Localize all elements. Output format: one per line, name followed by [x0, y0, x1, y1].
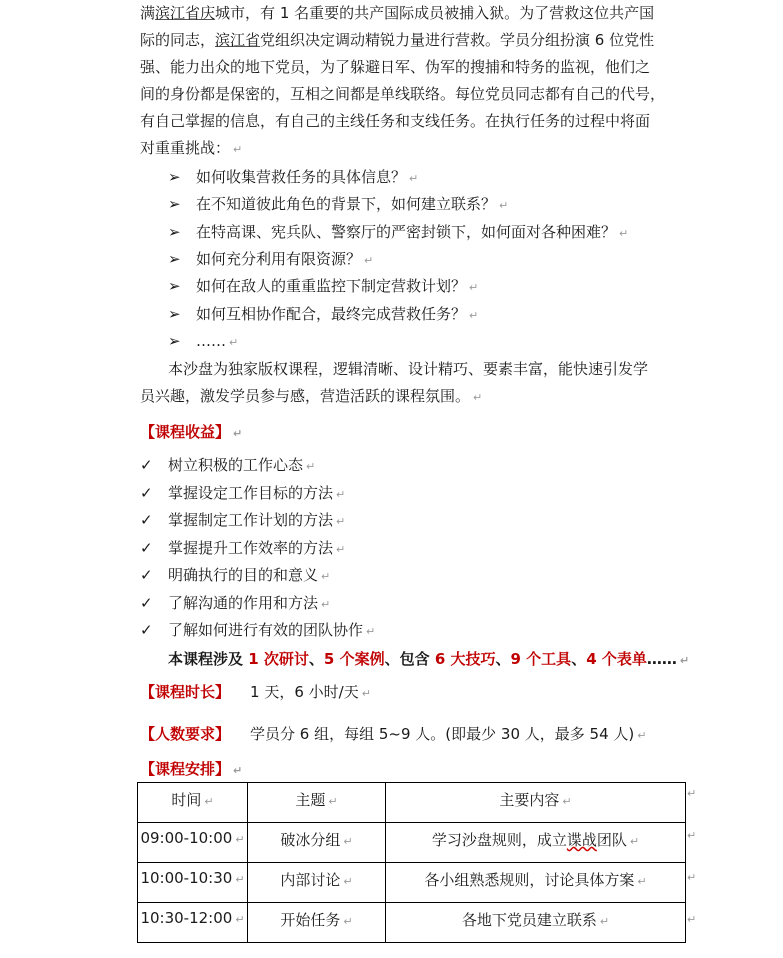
paragraph-mark: ↵ [336, 515, 346, 528]
arrow-bullet-icon: ➢ [168, 168, 181, 186]
benefit-item: ✓ 了解如何进行有效的团队协作 ↵ [140, 617, 375, 644]
paragraph-mark: ↵ [233, 764, 243, 777]
paragraph-mark: ↵ [321, 570, 331, 583]
checkmark-icon: ✓ [140, 539, 153, 557]
cell-time: 09:00-10:00 ↵ [138, 823, 248, 863]
cell-time: 10:30-12:00 ↵ [138, 903, 248, 943]
row-end-mark: ↵ [687, 913, 697, 926]
challenge-item: ➢ 在不知道彼此角色的背景下，如何建立联系？ ↵ [168, 191, 508, 218]
checkmark-icon: ✓ [140, 511, 153, 529]
benefit-item: ✓ 了解沟通的作用和方法 ↵ [140, 590, 330, 617]
intro-line-3: 强、能力出众的地下党员，为了躲避日军、伪军的搜捕和特务的监视，他们之 [140, 58, 651, 76]
paragraph-mark: ↵ [361, 687, 371, 700]
challenge-item: ➢ …… ↵ [168, 328, 238, 355]
challenge-item: ➢ 在特高课、宪兵队、警察厅的严密封锁下，如何面对各种困难？ ↵ [168, 219, 628, 246]
closing-line-1: 本沙盘为独家版权课程，逻辑清晰、设计精巧、要素丰富，能快速引发学 [168, 360, 649, 378]
intro-line-5: 有自己掌握的信息，有自己的主线任务和支线任务。在执行任务的过程中将面 [140, 112, 651, 130]
paragraph-mark: ↵ [306, 460, 316, 473]
challenge-item: ➢ 如何在敌人的重重监控下制定营救计划？ ↵ [168, 273, 478, 300]
intro-paragraph [140, 0, 688, 163]
paragraph-mark: ↵ [637, 729, 647, 742]
benefit-item: ✓ 树立积极的工作心态 ↵ [140, 452, 315, 479]
arrow-bullet-icon: ➢ [168, 195, 181, 213]
intro-line-1: 满滨江省庆城市，有 1 名重要的共产国际成员被捕入狱。为了营救这位共产国 [140, 4, 655, 22]
table-row [138, 823, 686, 863]
checkmark-icon: ✓ [140, 566, 153, 584]
challenge-item: ➢ 如何收集营救任务的具体信息？ ↵ [168, 164, 418, 191]
paragraph-mark: ↵ [336, 488, 346, 501]
cell-topic: 开始任务 ↵ [248, 903, 386, 943]
cell-content: 各小组熟悉规则，讨论具体方案 ↵ [386, 863, 686, 903]
checkmark-icon: ✓ [140, 456, 153, 474]
spellcheck-underline: 谍战 [566, 831, 597, 849]
arrow-bullet-icon: ➢ [168, 332, 181, 350]
paragraph-mark: ↵ [336, 543, 346, 556]
paragraph-mark: ↵ [364, 254, 374, 267]
schedule-heading: 【课程安排】 ↵ [140, 760, 243, 778]
challenge-item: ➢ 如何充分利用有限资源？ ↵ [168, 246, 373, 273]
checkmark-icon: ✓ [140, 594, 153, 612]
paragraph-mark: ↵ [679, 654, 690, 667]
paragraph-mark: ↵ [233, 427, 243, 440]
row-end-mark: ↵ [687, 829, 697, 842]
paragraph-mark: ↵ [366, 625, 376, 638]
paragraph-mark: ↵ [321, 598, 331, 611]
challenge-item: ➢ 如何互相协作配合，最终完成营救任务？ ↵ [168, 301, 478, 328]
closing-paragraph [140, 356, 688, 411]
cell-content: 学习沙盘规则，成立谍战团队 ↵ [386, 823, 686, 863]
row-end-mark: ↵ [687, 787, 697, 800]
intro-line-4: 间的身份都是保密的，互相之间都是单线联络。每位党员同志都有自己的代号， [140, 85, 666, 103]
paragraph-mark: ↵ [409, 172, 419, 185]
paragraph-mark: ↵ [619, 227, 629, 240]
headcount-value: 学员分 6 组，每组 5~9 人。(即最少 30 人，最多 54 人) [250, 725, 635, 743]
closing-line-2: 员兴趣，激发学员参与感，营造活跃的课程氛围。 ↵ [140, 387, 483, 405]
cell-topic: 内部讨论 ↵ [248, 863, 386, 903]
intro-line-6: 对重重挑战： ↵ [140, 139, 243, 157]
benefit-item: ✓ 掌握提升工作效率的方法 ↵ [140, 535, 345, 562]
intro-line-2: 际的同志，滨江省党组织决定调动精锐力量进行营救。学员分组扮演 6 位党性 [140, 31, 655, 49]
row-end-mark: ↵ [687, 871, 697, 884]
table-header-row [138, 783, 686, 823]
checkmark-icon: ✓ [140, 621, 153, 639]
cell-content: 各地下党员建立联系 ↵ [386, 903, 686, 943]
benefits-heading: 【课程收益】 ↵ [140, 423, 243, 441]
table-row [138, 903, 686, 943]
headcount-heading: 【人数要求】 [140, 725, 231, 743]
arrow-bullet-icon: ➢ [168, 223, 181, 241]
paragraph-mark: ↵ [229, 336, 239, 349]
column-header-time: 时间 ↵ [138, 783, 248, 823]
cell-topic: 破冰分组 ↵ [248, 823, 386, 863]
column-header-topic: 主题 ↵ [248, 783, 386, 823]
paragraph-mark: ↵ [469, 281, 479, 294]
paragraph-mark: ↵ [499, 199, 509, 212]
benefit-item: ✓ 掌握设定工作目标的方法 ↵ [140, 480, 345, 507]
paragraph-mark: ↵ [473, 391, 483, 404]
checkmark-icon: ✓ [140, 484, 153, 502]
benefit-item: ✓ 明确执行的目的和意义 ↵ [140, 562, 330, 589]
benefit-item: ✓ 掌握制定工作计划的方法 ↵ [140, 507, 345, 534]
arrow-bullet-icon: ➢ [168, 305, 181, 323]
cell-time: 10:00-10:30 ↵ [138, 863, 248, 903]
paragraph-mark: ↵ [233, 143, 243, 156]
duration-row [140, 679, 371, 707]
table-row [138, 863, 686, 903]
arrow-bullet-icon: ➢ [168, 250, 181, 268]
schedule-table [137, 782, 686, 943]
arrow-bullet-icon: ➢ [168, 277, 181, 295]
duration-value: 1 天，6 小时/天 [250, 683, 359, 701]
duration-heading: 【课程时长】 [140, 683, 231, 701]
paragraph-mark: ↵ [469, 309, 479, 322]
column-header-content: 主要内容 ↵ [386, 783, 686, 823]
headcount-row [140, 721, 646, 749]
course-summary: 本课程涉及 1 次研讨、5 个案例、包含 6 大技巧、9 个工具、4 个表单…… ↵ [168, 650, 690, 668]
